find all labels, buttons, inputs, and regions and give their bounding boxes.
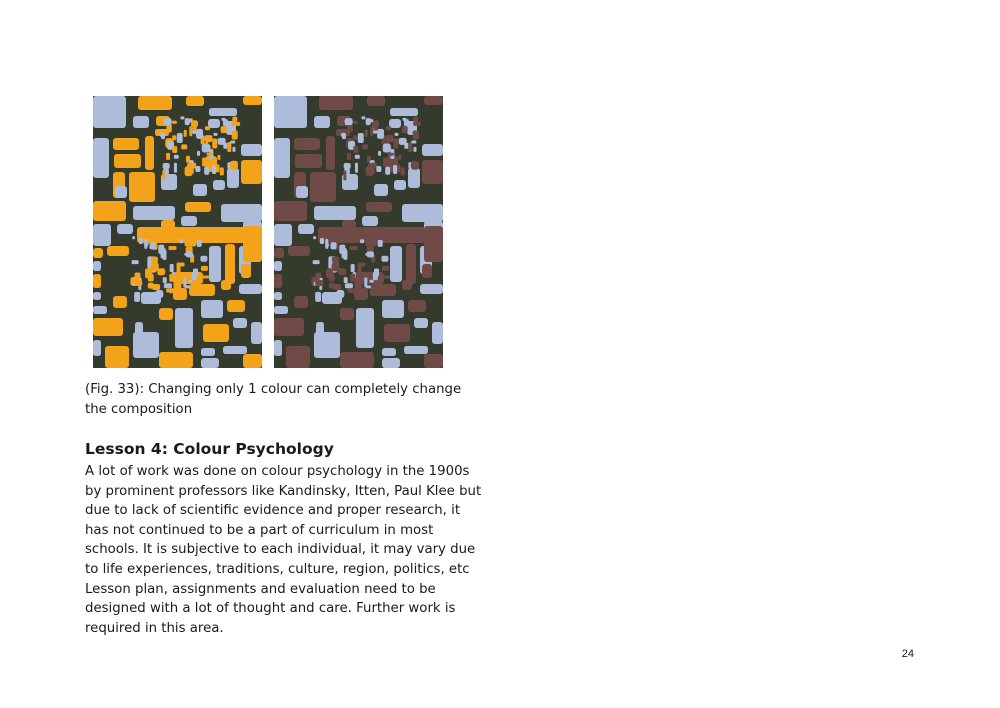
artwork-shape [170,264,174,272]
artwork-shape [384,324,410,342]
artwork-shape [332,257,339,263]
artwork-shape [205,135,213,142]
artwork-shape [315,292,321,302]
artwork-shape [232,147,235,152]
artwork-shape [398,155,401,160]
artwork-shape [286,346,310,368]
artwork-shape [180,116,184,119]
artwork-shape [366,118,371,125]
artwork-shape [354,279,362,289]
artwork-shape [144,239,147,249]
artwork-shape [325,239,328,249]
artwork-shape [184,130,187,137]
artwork-shape [197,151,200,156]
artwork-shape [132,260,139,264]
artwork-shape [310,172,336,202]
artwork-shape [408,142,412,152]
artwork-shape [152,284,160,290]
artwork-shape [413,147,416,152]
artwork-shape [205,126,210,130]
artwork-shape [274,201,307,221]
artwork-shape [133,332,159,358]
artwork-shape [365,253,370,256]
artwork-shape [172,121,177,124]
artwork-shape [243,96,262,105]
artwork-shape [117,224,133,234]
artwork-shape [169,124,172,132]
artwork-shape [203,324,229,342]
artwork-shape [217,155,220,160]
artwork-shape [356,308,374,348]
artwork-shape [151,257,158,263]
artwork-shape [432,322,443,344]
lesson-heading: Lesson 4: Colour Psychology [85,440,334,458]
artwork-shape [113,296,127,308]
artwork-shape [201,300,223,318]
artwork-shape [326,268,333,278]
artwork-shape [133,206,175,220]
artwork-shape [164,283,172,288]
artwork-shape [360,239,364,243]
artwork-shape [366,202,392,212]
artwork-shape [376,166,381,172]
artwork-shape [358,264,362,274]
artwork-shape [105,346,129,368]
artwork-shape [404,346,428,354]
artwork-shape [114,154,141,168]
artwork-shape [93,261,101,271]
artwork-shape [160,133,164,137]
artwork-shape [225,244,235,284]
artwork-shape [197,240,202,247]
artwork-shape [200,256,207,262]
artwork-shape [424,96,443,105]
artwork-shape [93,274,101,288]
artwork-shape [274,306,288,314]
artwork-shape [201,358,219,368]
artwork-shape [93,201,126,221]
artwork-shape [172,135,176,140]
artwork-shape [220,167,224,175]
artwork-shape [241,160,262,184]
artwork-shape [382,300,404,318]
artwork-shape [350,124,353,132]
artwork-shape [381,291,384,295]
artwork-shape [385,167,390,175]
artwork-shape [221,204,262,222]
lesson-paragraph: A lot of work was done on colour psychology in the 1900s by prominent professors like Kandinsky, Itten, Paul Klee but due to lack of scientific evidence and proper research, it has not continued to be a part of curriculum in most schools. It is subjective to each individual, it may vary due to life experiences, traditions, culture, region, politics, etc [85,464,482,577]
artwork-shape [374,184,388,196]
artwork-shape [274,261,282,271]
page-number: 24 [901,648,914,660]
artwork-shape [227,170,234,174]
artwork-shape [341,133,345,137]
artwork-shape [404,119,409,126]
composition-orange-artwork [93,96,262,368]
artwork-shape [209,246,221,282]
artwork-shape [134,292,140,302]
artwork-shape [390,108,418,116]
artwork-shape [93,340,101,356]
artwork-shape [402,280,412,290]
artwork-shape [362,216,378,226]
lesson-paragraph: Lesson plan, assignments and evaluation need to be designed with a lot of thought and care. Further work is required in this area. [85,581,456,636]
artwork-shape [251,322,262,344]
artwork-shape [274,248,284,258]
artwork-shape [185,285,190,288]
artwork-shape [189,126,192,136]
artwork-shape [377,129,384,139]
artwork-shape [162,250,166,260]
artwork-shape [162,170,165,180]
artwork-shape [345,283,353,288]
artwork-shape [355,155,360,159]
artwork-shape [362,144,368,149]
artwork-shape [361,116,365,119]
artwork-shape [340,352,374,368]
artwork-shape [332,262,340,271]
artwork-shape [414,318,428,328]
artwork-shape [107,246,129,256]
artwork-shape [411,140,416,143]
artwork-shape [223,119,228,126]
artwork-shape [313,236,316,239]
artwork-shape [227,300,245,312]
artwork-shape [274,224,292,246]
artwork-shape [185,202,211,212]
artwork-shape [406,244,416,284]
artwork-shape [230,161,238,170]
artwork-shape [294,296,308,308]
artwork-shape [413,131,419,140]
artwork-shape [243,226,262,262]
artwork-shape [349,246,357,250]
artwork-shape [394,133,398,136]
artwork-shape [155,290,163,298]
artwork-shape [315,280,323,286]
artwork-shape [139,238,143,244]
artwork-shape [201,348,215,356]
artwork-shape [295,154,322,168]
artwork-shape [172,146,177,153]
artwork-shape [159,352,193,368]
artwork-shape [369,237,377,246]
artwork-shape [386,126,391,130]
artwork-shape [223,346,247,354]
artwork-shape [351,264,355,272]
artwork-shape [344,163,351,169]
artwork-shape [227,142,231,152]
artwork-shape [424,226,443,262]
artwork-shape [388,153,394,156]
artwork-shape [313,260,320,264]
artwork-shape [185,237,190,246]
artwork-shape [367,96,385,106]
artwork-shape [159,308,173,320]
artwork-shape [319,286,322,290]
artwork-shape [374,269,379,277]
artwork-shape [192,130,197,133]
artwork-shape [314,332,340,358]
artwork-shape [274,292,282,300]
artwork-shape [382,348,396,356]
artwork-shape [366,285,371,288]
artwork-shape [218,138,226,145]
artwork-shape [382,266,389,271]
artwork-shape [185,166,193,176]
artwork-shape [202,157,205,166]
artwork-shape [401,167,405,175]
artwork-shape [213,133,217,136]
artwork-shape [393,165,397,174]
artwork-shape [181,216,197,226]
artwork-shape [296,186,308,198]
artwork-shape [353,135,357,140]
artwork-shape [233,318,247,328]
artwork-shape [204,167,209,175]
artwork-shape [422,160,443,184]
artwork-shape [274,274,282,288]
artwork-shape [177,133,183,143]
artwork-shape [314,116,330,128]
artwork-shape [196,129,203,139]
artwork-shape [288,246,310,256]
artwork-shape [145,268,152,278]
artwork-shape [173,279,181,289]
artwork-shape [394,180,406,190]
artwork-shape [408,170,415,174]
artwork-shape [298,224,314,234]
artwork-shape [212,138,217,148]
artwork-shape [389,119,401,128]
artwork-shape [383,275,390,278]
artwork-shape [202,275,209,278]
artwork-shape [134,280,142,286]
artwork-shape [274,96,307,128]
artwork-shape [167,121,171,124]
artwork-shape [420,284,443,294]
artwork-shape [195,166,200,172]
composition-brown-artwork [274,96,443,368]
artwork-shape [184,253,189,256]
artwork-shape [386,135,394,142]
artwork-shape [274,138,290,178]
artwork-shape [163,163,170,169]
artwork-shape [179,239,183,243]
artwork-shape [314,206,356,220]
artwork-shape [149,244,155,249]
artwork-shape [133,116,149,128]
artwork-shape [212,165,216,174]
artwork-shape [213,180,225,190]
artwork-shape [175,308,193,348]
artwork-shape [174,163,177,173]
artwork-shape [358,133,364,143]
artwork-shape [113,138,139,150]
artwork-shape [169,288,176,293]
artwork-shape [186,96,204,106]
artwork-shape [383,143,391,152]
artwork-shape [390,246,402,282]
artwork-shape [93,318,123,336]
artwork-shape [129,172,155,202]
artwork-shape [383,157,386,166]
artwork-shape [239,284,262,294]
artwork-shape [414,120,418,125]
artwork-shape [366,237,371,246]
artwork-shape [378,151,381,156]
artwork-shape [208,119,220,128]
artwork-shape [241,144,262,156]
artwork-shape [168,246,176,250]
artwork-shape [350,288,357,293]
artwork-shape [399,138,407,145]
artwork-shape [381,256,388,262]
artwork-shape [200,291,203,295]
artwork-shape [382,358,400,368]
artwork-shape [422,144,443,156]
artwork-shape [169,274,174,282]
artwork-shape [408,300,426,312]
artwork-shape [340,308,354,320]
artwork-shape [93,138,109,178]
artwork-shape [347,153,351,160]
artwork-shape [365,130,368,137]
artwork-shape [353,121,358,124]
artwork-shape [241,264,251,278]
figure-caption: (Fig. 33): Changing only 1 colour can completely change the composition [85,382,462,417]
artwork-shape [138,286,141,290]
artwork-shape [344,277,348,283]
artwork-shape [333,284,341,290]
artwork-shape [93,292,101,300]
artwork-shape [151,262,159,271]
artwork-shape [370,126,373,136]
artwork-shape [132,236,135,239]
artwork-shape [370,280,374,283]
artwork-shape [373,130,378,133]
artwork-shape [181,144,187,149]
artwork-shape [166,153,170,160]
artwork-shape [193,269,198,277]
artwork-shape [274,318,304,336]
artwork-shape [343,250,347,260]
artwork-shape [188,237,196,246]
artwork-shape [343,170,346,180]
artwork-shape [274,340,282,356]
artwork-shape [355,163,358,173]
artwork-shape [185,118,190,125]
artwork-shape [163,277,167,283]
artwork-shape [138,96,172,110]
artwork-shape [330,244,336,249]
artwork-shape [207,153,213,156]
figure-33 [93,96,443,368]
artwork-shape [336,290,344,298]
artwork-shape [189,280,193,283]
artwork-shape [233,120,237,125]
artwork-shape [348,121,352,124]
artwork-shape [93,248,103,258]
lesson-body [85,462,485,638]
artwork-shape [393,138,398,148]
artwork-shape [221,126,227,133]
artwork-shape [221,280,231,290]
artwork-shape [93,224,111,246]
artwork-shape [350,274,355,282]
artwork-shape [174,155,179,159]
artwork-shape [93,96,126,128]
artwork-shape [201,266,208,271]
artwork-shape [326,136,335,170]
artwork-shape [294,138,320,150]
artwork-shape [366,166,374,176]
artwork-shape [145,136,154,170]
artwork-shape [411,161,419,170]
artwork-shape [193,184,207,196]
artwork-shape [115,186,127,198]
artwork-shape [353,146,358,153]
artwork-shape [402,204,443,222]
artwork-shape [424,354,443,368]
artwork-shape [243,354,262,368]
artwork-shape [378,240,383,247]
artwork-shape [177,264,181,274]
artwork-shape [422,264,432,278]
artwork-shape [319,96,353,110]
artwork-shape [402,126,408,133]
artwork-shape [202,143,210,152]
artwork-shape [93,306,107,314]
artwork-shape [209,108,237,116]
artwork-shape [230,140,235,143]
artwork-shape [232,131,238,140]
artwork-shape [320,238,324,244]
